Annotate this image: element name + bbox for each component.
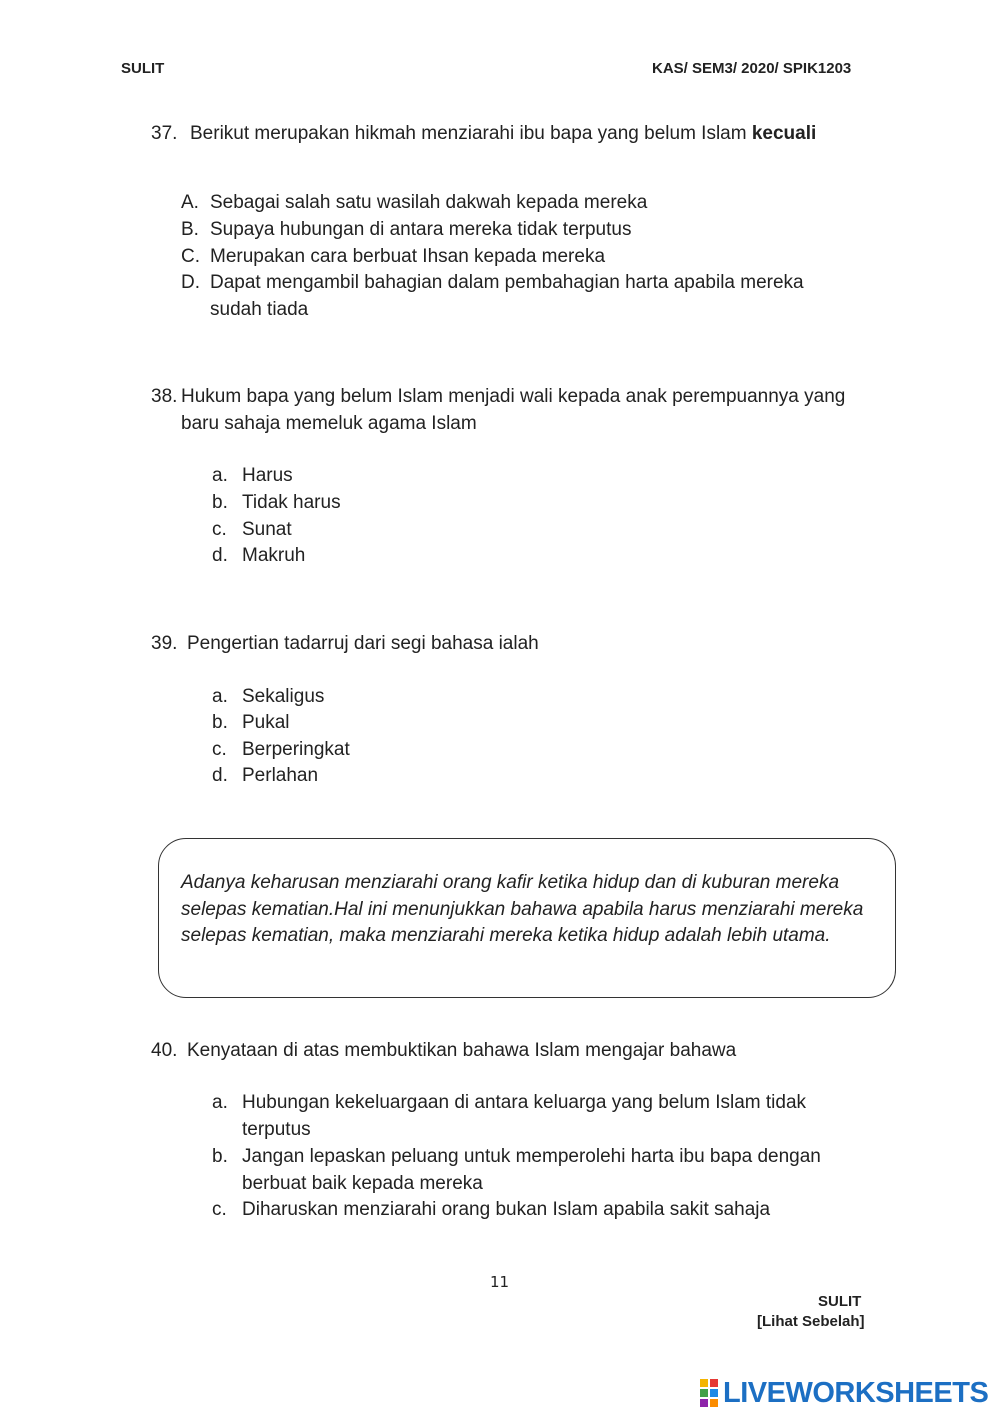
footer-next-page-label: [Lihat Sebelah] (757, 1313, 865, 1330)
option-letter: b. (212, 712, 228, 733)
question-37-text (190, 120, 890, 147)
option-letter: c. (212, 739, 227, 760)
liveworksheets-logo (700, 1378, 988, 1408)
option-text: Sunat (242, 519, 292, 540)
option-39-c[interactable] (212, 736, 812, 763)
option-text: Pukal (242, 712, 290, 733)
option-text: Tidak harus (242, 492, 341, 513)
option-39-b[interactable] (212, 709, 812, 736)
page-number: 11 (490, 1273, 510, 1291)
option-38-c[interactable] (212, 516, 812, 543)
option-letter: d. (212, 545, 228, 566)
option-letter: B. (181, 219, 199, 240)
option-37-d[interactable] (181, 269, 861, 323)
option-letter: c. (212, 1199, 227, 1220)
option-letter: d. (212, 765, 228, 786)
option-38-d[interactable] (212, 542, 812, 569)
option-text: Makruh (242, 545, 306, 566)
question-38-text: Hukum bapa yang belum Islam menjadi wali kepada anak perempuannya yang baru sahaja memeluk agama Islam (181, 386, 846, 434)
question-37-emphasis: kecuali (751, 123, 817, 144)
option-40-a[interactable] (212, 1089, 862, 1143)
question-39-number: 39. (151, 633, 178, 654)
option-letter: b. (212, 492, 228, 513)
option-text: Perlahan (242, 765, 319, 786)
option-text: Sebagai salah satu wasilah dakwah kepada mereka (210, 192, 648, 213)
option-text: Diharuskan menziarahi orang bukan Islam apabila sakit sahaja (242, 1199, 771, 1220)
question-40-text: Kenyataan di atas membuktikan bahawa Islam mengajar bahawa (187, 1040, 737, 1061)
option-letter: a. (212, 686, 228, 707)
option-text: Supaya hubungan di antara mereka tidak terputus (210, 219, 632, 240)
option-letter: a. (212, 465, 228, 486)
option-letter: b. (212, 1146, 228, 1167)
option-letter: D. (181, 272, 200, 293)
question-38-number: 38. (151, 386, 178, 407)
question-40-number: 40. (151, 1040, 178, 1061)
option-letter: C. (181, 246, 200, 267)
logo-text: LIVEWORKSHEETS (723, 1376, 989, 1409)
option-37-b[interactable] (181, 216, 861, 243)
option-38-a[interactable] (212, 462, 812, 489)
option-39-d[interactable] (212, 762, 812, 789)
option-text: Dapat mengambil bahagian dalam pembahagian harta apabila mereka sudah tiada (210, 272, 804, 320)
question-37-stem: Berikut merupakan hikmah menziarahi ibu bapa yang belum Islam (190, 123, 747, 144)
option-39-a[interactable] (212, 683, 812, 710)
option-text: Jangan lepaskan peluang untuk memperolehi harta ibu bapa dengan berbuat baik kepada mereka (242, 1146, 821, 1194)
logo-grid-icon (700, 1379, 718, 1407)
option-37-a[interactable] (181, 189, 861, 216)
option-38-b[interactable] (212, 489, 812, 516)
option-text: Berperingkat (242, 739, 350, 760)
option-40-c[interactable] (212, 1196, 862, 1223)
header-course-code: KAS/ SEM3/ 2020/ SPIK1203 (652, 60, 852, 77)
option-text: Sekaligus (242, 686, 325, 707)
footer-sulit-label: SULIT (818, 1293, 862, 1310)
option-letter: A. (181, 192, 199, 213)
option-letter: c. (212, 519, 227, 540)
header-sulit-label: SULIT (121, 60, 165, 77)
option-37-c[interactable] (181, 243, 861, 270)
option-text: Harus (242, 465, 293, 486)
passage-text: Adanya keharusan menziarahi orang kafir ketika hidup dan di kuburan mereka selepas kematian.Hal ini menunjukkan bahawa apabila harus menziarahi mereka selepas kematian, maka menziarahi mereka ketika hidup adalah lebih utama. (181, 872, 864, 946)
option-letter: a. (212, 1092, 228, 1113)
option-text: Merupakan cara berbuat Ihsan kepada mereka (210, 246, 606, 267)
option-text: Hubungan kekeluargaan di antara keluarga yang belum Islam tidak terputus (242, 1092, 807, 1140)
question-39-text: Pengertian tadarruj dari segi bahasa ialah (187, 633, 539, 654)
option-40-b[interactable] (212, 1143, 862, 1197)
question-37-number: 37. (151, 123, 178, 144)
